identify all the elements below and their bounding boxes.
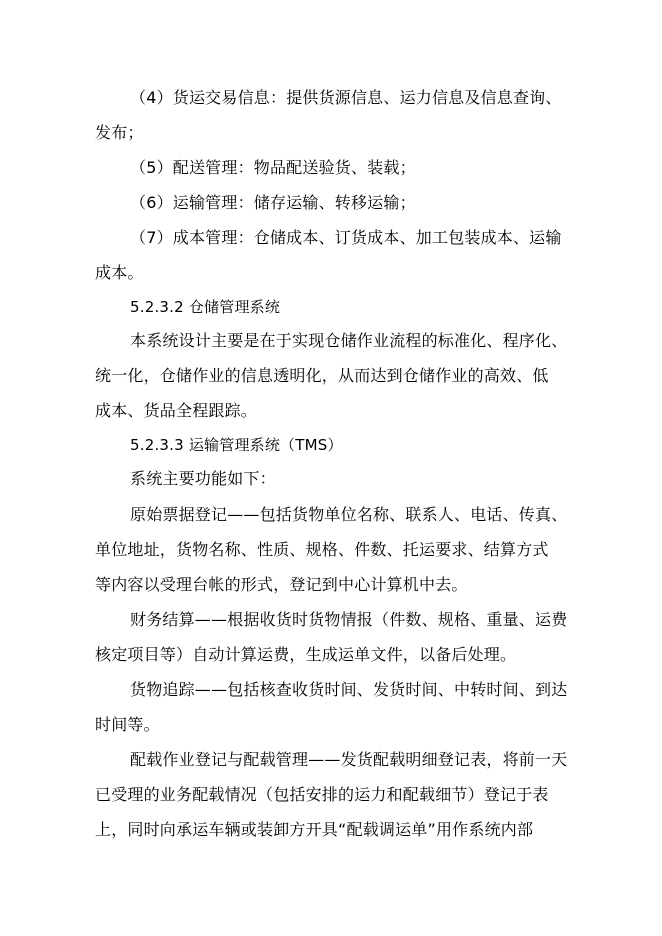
text-line-para-5: 配载作业登记与配载管理——发货配载明细登记表，将前一天 xyxy=(130,750,568,769)
text-line-para-3-cont: 核定项目等）自动计算运费，生成运单文件，以备后处理。 xyxy=(95,645,517,664)
text-line-functions-intro: 系统主要功能如下： xyxy=(130,469,276,488)
text-line-para-5-cont-1: 已受理的业务配载情况（包括安排的运力和配载细节）登记于表 xyxy=(95,785,549,804)
text-line-para-2-cont-1: 单位地址，货物名称、性质、规格、件数、托运要求、结算方式 xyxy=(95,540,549,559)
text-line-item-7: （7）成本管理：仓储成本、订货成本、加工包装成本、运输 xyxy=(130,228,562,247)
text-line-para-1-cont-2: 成本、货品全程跟踪。 xyxy=(95,401,258,420)
text-line-item-7-cont: 成本。 xyxy=(95,263,144,282)
text-line-para-2: 原始票据登记——包括货物单位名称、联系人、电话、传真、 xyxy=(130,505,568,524)
text-line-para-2-cont-2: 等内容以受理台帐的形式，登记到中心计算机中去。 xyxy=(95,575,468,594)
text-line-para-4-cont: 时间等。 xyxy=(95,715,160,734)
text-line-para-4: 货物追踪——包括核查收货时间、发货时间、中转时间、到达 xyxy=(130,680,568,699)
section-heading-5-2-3-3: 5.2.3.3 运输管理系统（TMS） xyxy=(130,436,343,454)
text-line-item-4-cont: 发布； xyxy=(95,123,144,142)
text-line-item-4: （4）货运交易信息：提供货源信息、运力信息及信息查询、 xyxy=(130,88,562,107)
text-line-para-5-cont-2: 上，同时向承运车辆或装卸方开具“配载调运单”用作系统内部 xyxy=(95,820,534,839)
text-line-item-5: （5）配送管理：物品配送验货、装载； xyxy=(130,158,416,177)
text-line-para-1-cont-1: 统一化，仓储作业的信息透明化，从而达到仓储作业的高效、低 xyxy=(95,366,549,385)
section-heading-5-2-3-2: 5.2.3.2 仓储管理系统 xyxy=(130,298,281,316)
text-line-item-6: （6）运输管理：储存运输、转移运输； xyxy=(130,193,416,212)
text-line-para-1: 本系统设计主要是在于实现仓储作业流程的标准化、程序化、 xyxy=(130,331,568,350)
text-line-para-3: 财务结算——根据收货时货物情报（件数、规格、重量、运费 xyxy=(130,610,568,629)
